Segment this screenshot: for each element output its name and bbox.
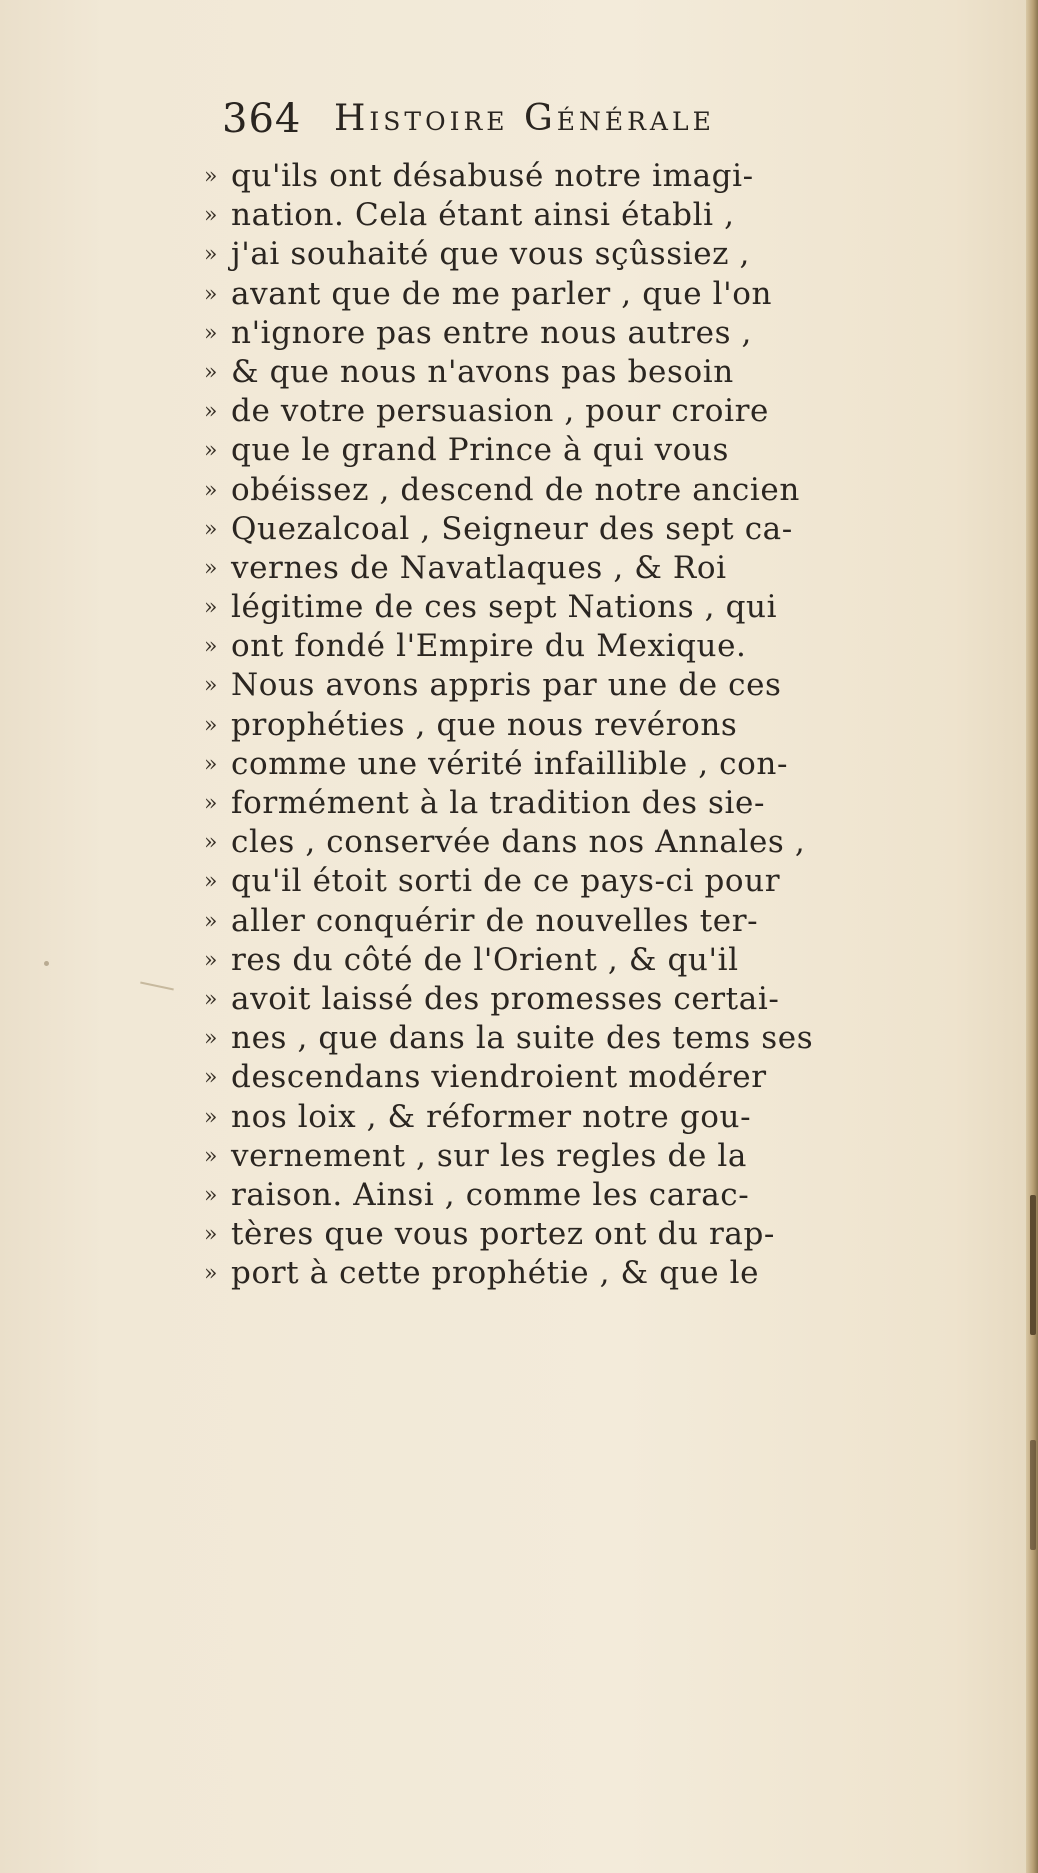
- line-text: qu'ils ont désabusé notre imagi-: [231, 158, 754, 194]
- quote-mark: »: [204, 320, 218, 346]
- quote-mark: »: [204, 281, 218, 307]
- line-text: nation. Cela étant ainsi établi ,: [231, 197, 735, 234]
- quote-mark: »: [204, 791, 218, 816]
- line-text: qu'il étoit sorti de ce pays-ci pour: [231, 863, 781, 900]
- line-text: raison. Ainsi , comme les carac-: [231, 1176, 750, 1213]
- text-line: [204, 1058, 944, 1097]
- quote-mark: »: [204, 595, 218, 621]
- text-line: [204, 1019, 944, 1058]
- edge-stain: [1030, 1195, 1036, 1335]
- line-text: formément à la tradition des sie-: [231, 785, 766, 821]
- quote-mark: »: [204, 203, 218, 229]
- line-text: cles , conservée dans nos Annales ,: [231, 824, 806, 861]
- text-line: [204, 235, 944, 274]
- text-line: [204, 627, 944, 666]
- page-header: [222, 96, 942, 148]
- line-text: que le grand Prince à qui vous: [231, 432, 730, 469]
- margin-mark: [140, 981, 174, 990]
- line-text: aller conquérir de nouvelles ter-: [231, 902, 759, 939]
- text-line: [204, 862, 944, 901]
- page-right-edge: [1026, 0, 1038, 1873]
- line-text: tères que vous portez ont du rap-: [231, 1216, 775, 1253]
- text-line: [204, 1254, 944, 1293]
- quote-mark: »: [204, 869, 218, 895]
- quote-mark: »: [204, 555, 218, 581]
- line-text: vernement , sur les regles de la: [231, 1137, 747, 1174]
- quote-mark: »: [204, 673, 218, 699]
- line-text: avant que de me parler , que l'on: [231, 275, 773, 312]
- text-line: [204, 431, 944, 470]
- text-line: [204, 941, 944, 980]
- text-line: [204, 549, 944, 588]
- quote-mark: »: [204, 947, 218, 973]
- text-line: [204, 980, 944, 1019]
- line-text: avoit laissé des promesses certai-: [231, 980, 780, 1017]
- text-line: [204, 588, 944, 627]
- text-line: [204, 745, 944, 784]
- edge-stain: [1030, 1440, 1036, 1550]
- quote-mark: »: [204, 1261, 218, 1287]
- line-text: res du côté de l'Orient , & qu'il: [231, 941, 739, 978]
- quote-mark: »: [204, 164, 218, 189]
- text-line: [204, 392, 944, 431]
- line-text: légitime de ces sept Nations , qui: [231, 589, 778, 626]
- quote-mark: »: [204, 242, 218, 268]
- quote-mark: »: [204, 1222, 218, 1248]
- line-text: Quezalcoal , Seigneur des sept ca-: [231, 510, 793, 547]
- text-line: [204, 1137, 944, 1176]
- quote-mark: »: [204, 1182, 218, 1208]
- quote-mark: »: [204, 1143, 218, 1169]
- line-text: port à cette prophétie , & que le: [231, 1255, 760, 1292]
- text-line: [204, 196, 944, 235]
- quote-mark: »: [204, 1026, 218, 1052]
- quote-mark: »: [204, 516, 218, 542]
- quote-mark: »: [204, 438, 218, 464]
- text-line: [204, 1215, 944, 1254]
- quote-mark: »: [204, 751, 218, 777]
- running-head: Histoire Générale: [334, 98, 715, 139]
- line-text: prophéties , que nous revérons: [231, 706, 738, 743]
- quote-mark: »: [204, 359, 218, 385]
- quote-mark: »: [204, 830, 218, 856]
- line-text: obéissez , descend de notre ancien: [231, 471, 800, 508]
- text-line: [204, 314, 944, 353]
- line-text: vernes de Navatlaques , & Roi: [231, 549, 727, 586]
- line-text: nos loix , & réformer notre gou-: [231, 1098, 752, 1135]
- line-text: ont fondé l'Empire du Mexique.: [231, 628, 747, 665]
- paper-speck: [44, 961, 49, 966]
- quote-mark: »: [204, 399, 218, 425]
- text-line: [204, 706, 944, 745]
- line-text: Nous avons appris par une de ces: [231, 667, 782, 704]
- text-line: [204, 1098, 944, 1137]
- quote-mark: »: [204, 908, 218, 934]
- line-text: descendans viendroient modérer: [231, 1059, 767, 1096]
- quote-mark: »: [204, 712, 218, 738]
- page-number: 364: [222, 96, 302, 142]
- line-text: de votre persuasion , pour croire: [231, 393, 769, 430]
- quote-mark: »: [204, 477, 218, 503]
- text-line: [204, 157, 944, 196]
- line-text: comme une vérité infaillible , con-: [231, 745, 789, 782]
- text-line: [204, 471, 944, 510]
- quote-mark: »: [204, 986, 218, 1012]
- text-line: [204, 510, 944, 549]
- quote-mark: »: [204, 634, 218, 660]
- text-line: [204, 902, 944, 941]
- text-line: [204, 1176, 944, 1215]
- text-line: [204, 784, 944, 823]
- text-line: [204, 353, 944, 392]
- text-line: [204, 275, 944, 314]
- text-line: [204, 823, 944, 862]
- line-text: & que nous n'avons pas besoin: [231, 353, 734, 390]
- line-text: n'ignore pas entre nous autres ,: [231, 314, 753, 351]
- line-text: j'ai souhaité que vous sçûssiez ,: [231, 236, 751, 273]
- text-line: [204, 666, 944, 705]
- line-text: nes , que dans la suite des tems ses: [231, 1020, 814, 1057]
- quote-mark: »: [204, 1065, 218, 1091]
- quote-mark: »: [204, 1104, 218, 1130]
- body-text: [204, 157, 944, 1293]
